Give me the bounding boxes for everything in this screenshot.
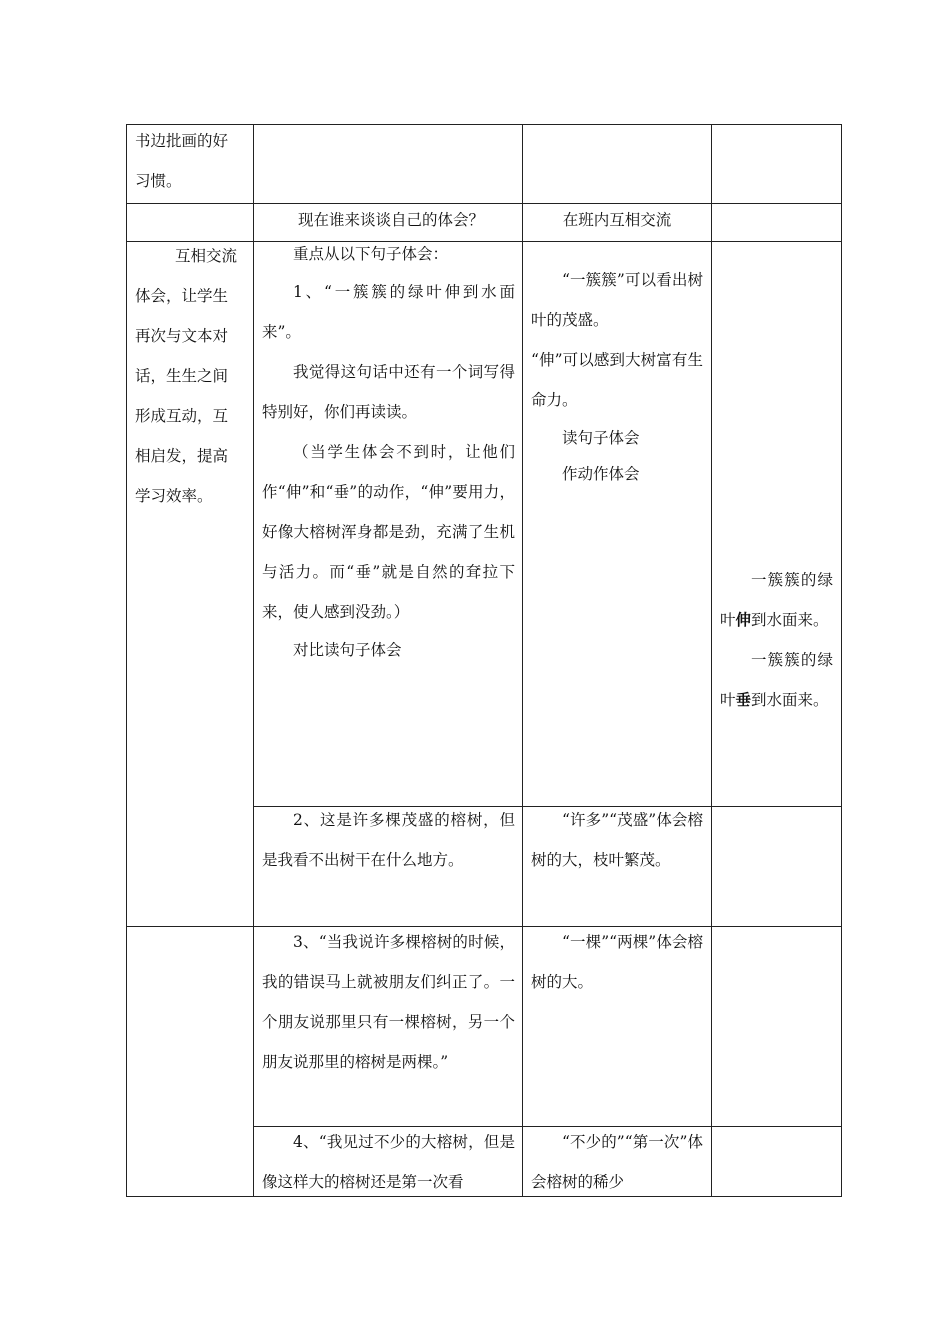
r3-col1-line-4: 话，生生之间 xyxy=(135,367,229,385)
r3-col3-text xyxy=(531,260,703,492)
column-divider xyxy=(711,124,712,1197)
r3-col3-p4: 作动作体会 xyxy=(562,465,640,483)
r3-col4-s2-pre: 一簇簇的绿叶 xyxy=(720,651,833,709)
table-border-right xyxy=(841,124,842,1197)
r2-col3-text xyxy=(524,200,710,240)
r3-col1-line-7: 学习效率。 xyxy=(135,487,213,505)
r6-col3-line: “不少的”“第一次”体会榕树的稀少 xyxy=(531,1133,703,1191)
r3-col1-line-3: 再次与文本对 xyxy=(135,327,229,345)
r4-col2-line: 2、这是许多棵茂盛的榕树，但是我看不出树干在什么地方。 xyxy=(262,811,515,869)
r6-col3-text xyxy=(531,1122,703,1202)
r1-col1-text xyxy=(135,121,247,201)
r6-col2-text xyxy=(262,1122,515,1202)
r3-col1-line-6: 相启发，提高 xyxy=(135,447,229,465)
r3-col2-para: 我觉得这句话中还有一个词写得特别好，你们再读读。 xyxy=(262,363,515,421)
column-divider xyxy=(522,124,523,1197)
r5-col3-line: “一棵”“两棵”体会榕树的大。 xyxy=(531,933,703,991)
r5-col2-line: 3、“当我说许多棵榕树的时候，我的错误马上就被朋友们纠正了。一个朋友说那里只有一棵榕树，另一个朋友说那里的榕树是两棵。” xyxy=(262,933,515,1071)
r3-col3-p1: “一簇簇”可以看出树叶的茂盛。 xyxy=(531,271,703,329)
r5-col2-text xyxy=(262,922,515,1082)
r4-col2-text xyxy=(262,800,515,880)
r6-col2-line: 4、“我见过不少的大榕树，但是像这样大的榕树还是第一次看 xyxy=(262,1133,515,1191)
r2-col2-text xyxy=(262,200,516,240)
table-border-left xyxy=(126,124,127,1197)
r5-col3-text xyxy=(531,922,703,1002)
r3-col2-text xyxy=(262,236,515,668)
r4-col3-line: “许多”“茂盛”体会榕树的大，枝叶繁茂。 xyxy=(531,811,703,869)
r3-col4-s1-pre: 一簇簇的绿叶 xyxy=(720,571,833,629)
r3-col4-s1-key: 伸 xyxy=(735,610,752,629)
r3-col4-text xyxy=(720,560,833,720)
r4-col3-text xyxy=(531,800,703,880)
r3-col1-line-1: 互相交流 xyxy=(175,247,238,265)
r3-col4-s2-post: 到水面来。 xyxy=(751,691,829,709)
r3-col2-sentence1: 1、“一簇簇的绿叶伸到水面来”。 xyxy=(262,283,515,341)
r3-col4-sentence-stretch xyxy=(720,560,833,640)
r2-col2-line: 现在谁来谈谈自己的体会？ xyxy=(298,211,485,229)
r1-col1-line-2: 习惯。 xyxy=(135,172,182,190)
r3-col2-compare: 对比读句子体会 xyxy=(293,641,402,659)
r3-col2-intro: 重点从以下句子体会： xyxy=(293,245,449,263)
r1-col1-line-1: 书边批画的好 xyxy=(135,132,229,150)
r3-col4-s2-key: 垂 xyxy=(735,690,752,709)
r3-col3-p2: “伸”可以感到大树富有生命力。 xyxy=(531,351,703,409)
r3-col1-line-5: 形成互动，互 xyxy=(135,407,229,425)
r2-col3-line: 在班内互相交流 xyxy=(562,211,672,229)
r3-col2-hint: （当学生体会不到时，让他们作“伸”和“垂”的动作，“伸”要用力，好像大榕树浑身都是劲，充满了生机与活力。而“垂”就是自然的耷拉下来，使人感到没劲。） xyxy=(262,443,515,621)
column-divider xyxy=(253,124,254,1197)
r3-col1-line-2: 体会，让学生 xyxy=(135,287,229,305)
r3-col3-p3: 读句子体会 xyxy=(562,429,640,447)
r3-col4-s1-post: 到水面来。 xyxy=(751,611,829,629)
r3-col4-sentence-hang xyxy=(720,640,833,720)
r3-col1-text xyxy=(135,236,247,516)
